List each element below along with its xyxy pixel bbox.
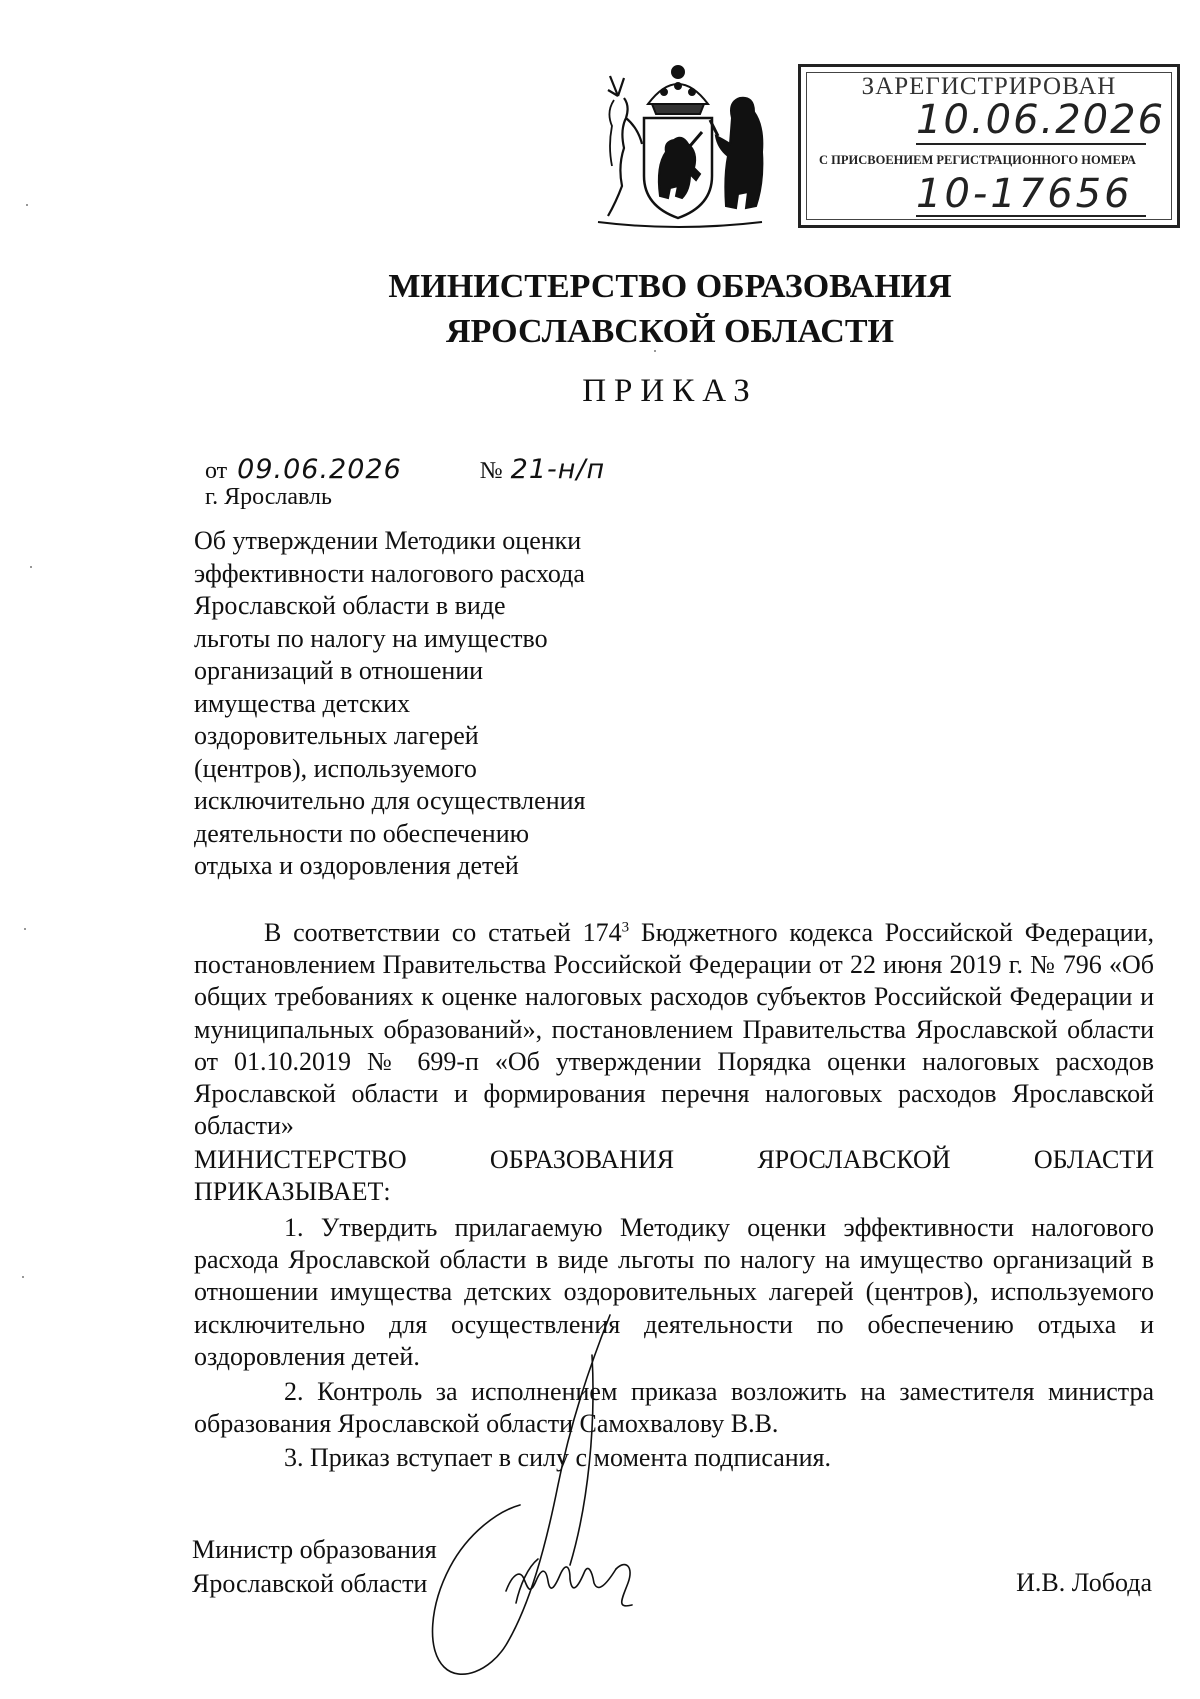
number-label: №: [479, 458, 503, 484]
preamble-paragraph: [194, 917, 1154, 1142]
scan-speck: [24, 928, 26, 930]
subject-line: (центров), используемого: [194, 753, 477, 783]
ministry-line-2: ЯРОСЛАВСКОЙ ОБЛАСТИ: [446, 313, 894, 350]
scan-speck: [654, 350, 656, 352]
order-item-3: 3. Приказ вступает в силу с момента подписания.: [284, 1443, 832, 1472]
article-superscript: 3: [621, 919, 630, 936]
document-subject: [194, 525, 674, 883]
registration-stamp: [798, 64, 1180, 228]
subject-line: деятельности по обеспечению: [194, 818, 530, 848]
subject-line: льготы по налогу на имущество: [194, 623, 548, 653]
signatory-name: И.В. Лобода: [1016, 1568, 1152, 1597]
order-statement: [194, 1144, 1154, 1208]
date-number-line: [205, 454, 605, 485]
signatory-position: [192, 1533, 437, 1601]
position-line-2: Ярославской области: [192, 1569, 428, 1598]
order-item-2: 2. Контроль за исполнением приказа возложить на заместителя министра образования Ярославской области Самохвалову В.В.: [194, 1377, 1154, 1439]
stamp-date: 10.06.2026: [916, 97, 1166, 143]
handwritten-signature-icon: [420, 1305, 740, 1685]
subject-line: организаций в отношении: [194, 656, 484, 685]
scan-speck: [22, 1276, 24, 1278]
position-line-1: Министр образования: [192, 1535, 437, 1564]
order-item-1: 1. Утвердить прилагаемую Методику оценки эффективности налогового расхода Ярославской области в виде льготы по налогу на имущество организаций в отношении имущества детских оздоровительных лагерей (центров), используемого исключительно для осуществления деятельности по обеспечению отдыха и оздоровления детей.: [194, 1213, 1154, 1371]
stamp-subtitle: С ПРИСВОЕНИЕМ РЕГИСТРАЦИОННОГО НОМЕРА: [819, 153, 1136, 167]
handwritten-date: 09.06.2026: [237, 454, 402, 485]
subject-line: отдыха и оздоровления детей: [194, 851, 519, 880]
subject-line: имущества детских: [194, 688, 410, 718]
subject-line: Об утверждении Методики оценки: [194, 526, 582, 555]
ministry-line-1: МИНИСТЕРСТВО ОБРАЗОВАНИЯ: [388, 268, 952, 305]
ministry-name: [0, 264, 1200, 354]
stamp-title: ЗАРЕГИСТРИРОВАН: [861, 73, 1117, 100]
preamble-rest: Бюджетного кодекса Российской Федерации, постановлением Правительства Российской Федерации от 22 июня 2019 г. № 796 «Об общих требованиях к оценке налоговых расходов субъектов Российской Федерации и муниципальных образований», постановлением Правительства Ярославской области от 01.10.2019 № 699-п «Об утверждении Порядка оценки налоговых расходов Ярославской области и формирования перечня налоговых расходов Ярославской области»: [194, 918, 1154, 1141]
preamble-start: В соответствии со статьей 174: [264, 918, 622, 947]
subject-line: оздоровительных лагерей: [194, 721, 479, 750]
subject-line: исключительно для осуществления: [194, 786, 586, 815]
city: г. Ярославль: [205, 484, 332, 510]
coat-of-arms-icon: [578, 56, 778, 232]
order-line-1: МИНИСТЕРСТВО ОБРАЗОВАНИЯ ЯРОСЛАВСКОЙ ОБЛАСТИ: [194, 1145, 1154, 1174]
handwritten-number: 21-н/п: [510, 454, 606, 485]
order-line-2: ПРИКАЗЫВАЕТ:: [194, 1177, 391, 1207]
document-type: ПРИКАЗ: [582, 373, 758, 409]
subject-line: эффективности налогового расхода: [194, 558, 585, 588]
date-label: от: [205, 458, 228, 484]
scan-speck: [30, 566, 32, 568]
subject-line: Ярославской области в виде: [194, 591, 506, 620]
stamp-registration-number: 10-17656: [916, 171, 1146, 217]
scan-speck: [26, 204, 28, 206]
